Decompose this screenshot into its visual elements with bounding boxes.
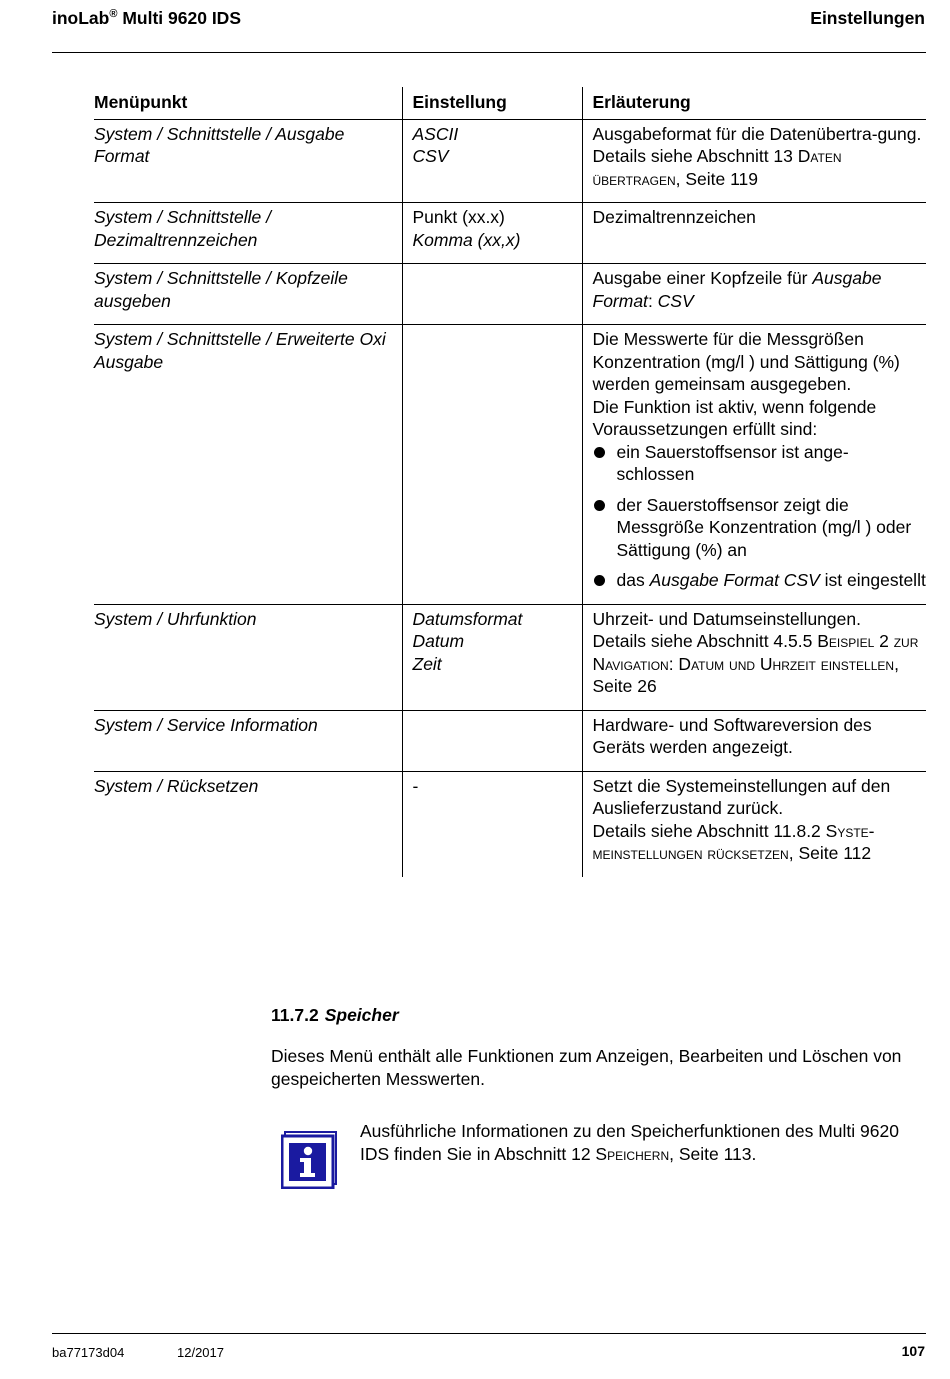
explanation-text: Setzt die Systemeinstellungen auf den Auslieferzustand zurück. xyxy=(592,775,891,818)
header-section: Einstellungen xyxy=(810,8,925,28)
setting-cell xyxy=(402,264,582,325)
settings-table xyxy=(94,87,926,877)
table-row xyxy=(94,604,926,710)
setting-cell: - xyxy=(402,771,582,877)
table-header-row xyxy=(94,87,926,119)
setting-value: Komma (xx,x) xyxy=(412,229,521,250)
explanation-text: Uhrzeit- und Datumseinstellungen. xyxy=(592,608,861,629)
explanation-text: Die Funktion ist aktiv, wenn folgende Voraussetzungen erfüllt sind: xyxy=(592,396,877,439)
setting-cell xyxy=(402,203,582,264)
column-header-setting: Einstellung xyxy=(402,87,582,119)
product-name: inoLab xyxy=(52,8,110,28)
header-rule xyxy=(52,52,926,53)
table-row xyxy=(94,710,926,771)
menu-item-cell: System / Schnittstelle / Kopfzeile ausgeben xyxy=(94,264,402,325)
menu-item-cell: System / Schnittstelle / Ausgabe Format xyxy=(94,119,402,203)
setting-value: ASCII xyxy=(412,123,459,144)
section-heading xyxy=(271,1005,399,1026)
column-header-explanation: Erläuterung xyxy=(582,87,926,119)
info-note: Ausführliche Informationen zu den Speicherfunktionen des Multi 9620 IDS finden Sie in Abschnitt 12 Speichern, Seite 113. xyxy=(360,1121,899,1164)
table-row xyxy=(94,119,926,203)
table-row xyxy=(94,771,926,877)
reference-title: Syste-meinstellungen rücksetzen xyxy=(592,820,875,863)
menu-item-cell: System / Schnittstelle / Erweiterte Oxi Ausgabe xyxy=(94,325,402,605)
setting-cell xyxy=(402,325,582,605)
setting-value: CSV xyxy=(412,146,449,166)
cross-reference: Details siehe Abschnitt 11.8.2 Syste-meinstellungen rücksetzen, Seite 112 xyxy=(592,820,875,863)
document-date: 12/2017 xyxy=(177,1345,224,1360)
menu-item-cell: System / Schnittstelle / Dezimaltrennzeichen xyxy=(94,203,402,264)
table-row xyxy=(94,325,926,605)
explanation-cell xyxy=(582,771,926,877)
explanation-cell: Ausgabe einer Kopfzeile für Ausgabe Format: CSV xyxy=(582,264,926,325)
cross-reference: Details siehe Abschnitt 4.5.5 Beispiel 2 zur Navigation: Datum und Uhrzeit einstellen, Seite 26 xyxy=(592,631,919,696)
footer-rule xyxy=(52,1333,926,1334)
explanation-cell xyxy=(582,119,926,203)
explanation-text: Ausgabeformat für die Datenübertra-gung. xyxy=(592,123,922,144)
setting-value: Datumsformat xyxy=(412,608,523,629)
list-item: das Ausgabe Format CSV ist eingestellt xyxy=(593,569,927,592)
section-title: Speicher xyxy=(324,1005,399,1025)
model-name: Multi 9620 IDS xyxy=(122,8,241,28)
cross-reference: Details siehe Abschnitt 13 Daten übertragen, Seite 119 xyxy=(592,146,842,189)
list-item: der Sauerstoffsensor zeigt die Messgröße Konzentration (mg/l ) oder Sättigung (%) an xyxy=(593,494,927,562)
explanation-cell: Dezimaltrennzeichen xyxy=(582,203,926,264)
setting-cell xyxy=(402,710,582,771)
section-body: Dieses Menü enthält alle Funktionen zum Anzeigen, Bearbeiten und Löschen von gespeicherten Messwerten. xyxy=(271,1046,902,1089)
reference-title: Speichern xyxy=(595,1144,670,1164)
setting-value: Punkt (xx.x) xyxy=(412,207,505,227)
setting-value: Zeit xyxy=(412,653,442,674)
info-icon xyxy=(281,1131,337,1189)
explanation-cell: Hardware- und Softwareversion des Geräts werden angezeigt. xyxy=(582,710,926,771)
reference-title: Daten übertragen xyxy=(592,146,842,189)
explanation-cell xyxy=(582,325,926,605)
section-number: 11.7.2 xyxy=(271,1005,319,1025)
registered-mark: ® xyxy=(109,8,118,21)
setting-value: Datum xyxy=(412,631,465,651)
menu-item-cell: System / Rücksetzen xyxy=(94,775,259,796)
requirements-list xyxy=(593,441,927,592)
table-row xyxy=(94,264,926,325)
reference-title: Beispiel 2 zur Navigation: Datum und Uhrzeit einstellen xyxy=(592,631,919,674)
explanation-cell xyxy=(582,604,926,710)
menu-item-cell: System / Uhrfunktion xyxy=(94,604,402,710)
document-code: ba77173d04 xyxy=(52,1345,125,1360)
setting-cell xyxy=(402,604,582,710)
page-number: 107 xyxy=(901,1343,925,1359)
list-item: ein Sauerstoffsensor ist ange-schlossen xyxy=(593,441,927,486)
menu-item-cell: System / Service Information xyxy=(94,710,402,771)
setting-cell xyxy=(402,119,582,203)
header-title xyxy=(52,8,241,29)
table-row xyxy=(94,203,926,264)
explanation-text: Die Messwerte für die Messgrößen Konzentration (mg/l ) und Sättigung (%) werden gemeinsam ausgegeben. xyxy=(592,329,900,394)
column-header-menu: Menüpunkt xyxy=(94,87,402,119)
